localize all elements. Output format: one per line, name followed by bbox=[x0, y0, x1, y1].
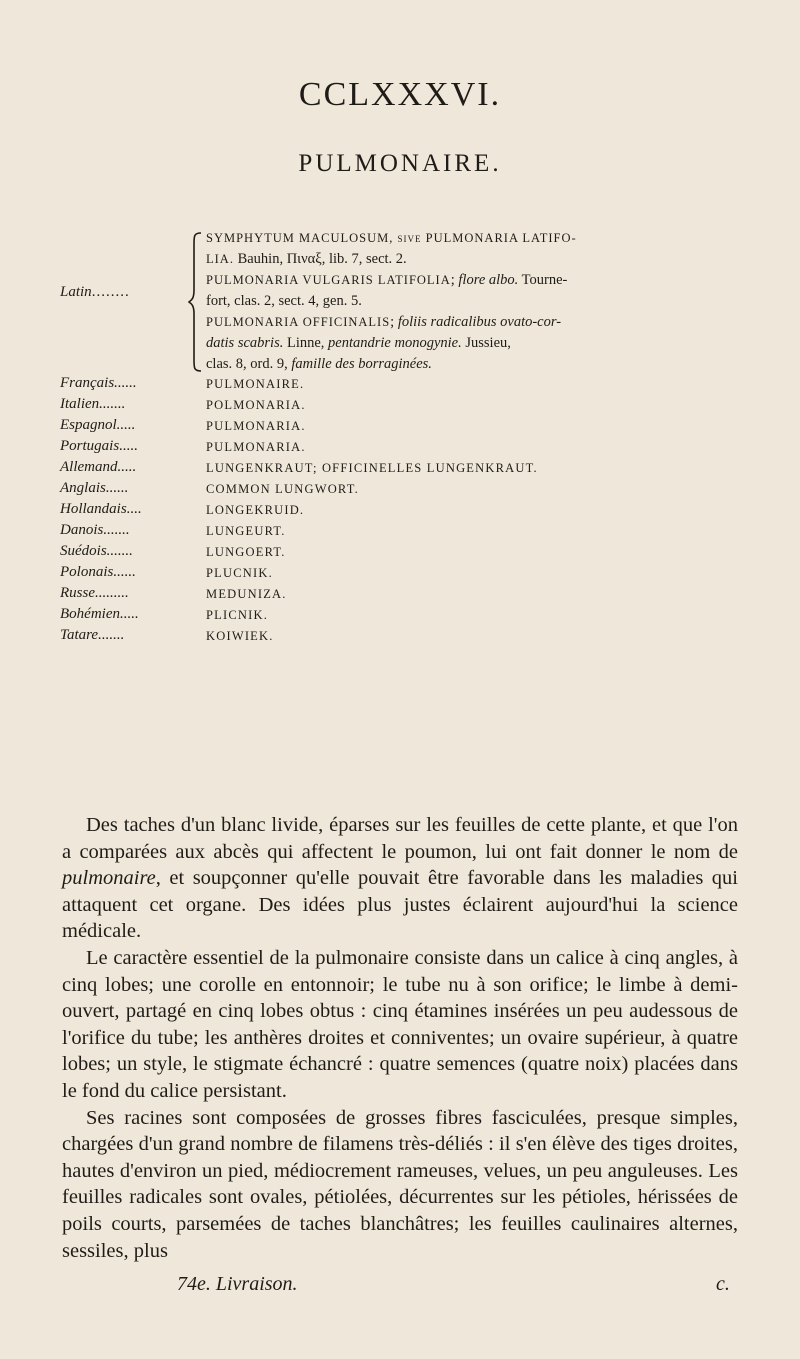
paragraph: Des taches d'un blanc livide, éparses sur les feuilles de cette plante, et que l'on a comparées aux abcès qui affectent le poumon, lui ont fait donner le nom de pulmonaire, et soupçonner qu'elle pouvait être favorable dans les maladies qui attaquent cet organe. Des idées plus justes éclairent aujourd'hui la science médicale. bbox=[62, 814, 738, 943]
paragraph: Le caractère essentiel de la pulmonaire consiste dans un calice à cinq angles, à cinq lobes; une corolle en entonnoir; le tube nu à son orifice; le limbe à demi-ouvert, partagé en cinq lobes obtus : cinq étamines insérées un peu audessous de l'orifice du tube; les anthères droites et conniventes; un ovaire supérieur, à quatre lobes; un style, le stigmate échancré : quatre semences (quatre noix) placées dans le fond du calice persistant. bbox=[62, 946, 738, 1102]
lang-value: PULMONAIRE. bbox=[206, 377, 305, 391]
lang-label: Tatare....... bbox=[60, 627, 125, 643]
page-footer bbox=[0, 1273, 800, 1303]
lang-value: LUNGEURT. bbox=[206, 524, 286, 538]
lang-row bbox=[60, 501, 750, 522]
page-title: PULMONAIRE. bbox=[298, 150, 502, 177]
lang-label: Allemand..... bbox=[60, 459, 137, 475]
lang-label: Bohémien..... bbox=[60, 606, 139, 622]
latin-line: LIA. Bauhin, Πιναξ, lib. 7, sect. 2. bbox=[206, 251, 407, 267]
lang-value: PULMONARIA. bbox=[206, 419, 306, 433]
lang-row bbox=[60, 375, 750, 396]
paragraph: Ses racines sont composées de grosses fibres fasciculées, presque simples, chargées d'un grand nombre de filamens très-déliés : il s'en élève des tiges droites, hautes d'environ un pied, médiocrement rameuses, velues, un peu anguleuses. Les feuilles radicales sont ovales, pétiolées, décurrentes sur les pétioles, hérissées de poils courts, parsemées de taches blanchâtres; les feuilles caulinaires alternes, sessiles, plus bbox=[62, 1106, 738, 1262]
lang-row bbox=[60, 606, 750, 627]
latin-line: fort, clas. 2, sect. 4, gen. 5. bbox=[206, 293, 362, 309]
lang-row bbox=[60, 438, 750, 459]
lang-value: POLMONARIA. bbox=[206, 398, 306, 412]
lang-label: Suédois....... bbox=[60, 543, 133, 559]
lang-value: LONGEKRUID. bbox=[206, 503, 305, 517]
lang-label: Hollandais.... bbox=[60, 501, 142, 517]
latin-line: clas. 8, ord. 9, famille des borraginées. bbox=[206, 356, 432, 372]
lang-value: PLICNIK. bbox=[206, 608, 269, 622]
plate-number: CCLXXXVI. bbox=[298, 76, 502, 113]
lang-label: Italien....... bbox=[60, 396, 126, 412]
lang-row bbox=[60, 459, 750, 480]
lang-value: LUNGOERT. bbox=[206, 545, 286, 559]
lang-row bbox=[60, 417, 750, 438]
signature-mark: 74e. Livraison. bbox=[177, 1273, 298, 1295]
latin-synonyms bbox=[60, 228, 750, 374]
lang-value: KOIWIEK. bbox=[206, 629, 274, 643]
latin-line: datis scabris. Linne, pentandrie monogynie. Jussieu, bbox=[206, 335, 511, 351]
latin-lines bbox=[206, 228, 751, 375]
latin-line: SYMPHYTUM MACULOSUM, sive PULMONARIA LATIFO- bbox=[206, 231, 577, 245]
lang-value: PLUCNIK. bbox=[206, 566, 273, 580]
body-text bbox=[62, 812, 738, 1264]
curly-brace-icon bbox=[188, 232, 202, 372]
lang-value: LUNGENKRAUT; OFFICINELLES LUNGENKRAUT. bbox=[206, 461, 538, 475]
synonym-list bbox=[60, 228, 750, 648]
lang-row bbox=[60, 480, 750, 501]
lang-row bbox=[60, 627, 750, 648]
lang-label: Polonais...... bbox=[60, 564, 136, 580]
lang-label: Portugais..... bbox=[60, 438, 138, 454]
latin-line: PULMONARIA VULGARIS LATIFOLIA; flore albo. Tourne- bbox=[206, 272, 568, 288]
lang-row bbox=[60, 522, 750, 543]
lang-label: Russe......... bbox=[60, 585, 129, 601]
lang-label: Danois....... bbox=[60, 522, 130, 538]
lang-label: Anglais...... bbox=[60, 480, 129, 496]
lang-row bbox=[60, 543, 750, 564]
latin-line: PULMONARIA OFFICINALIS; foliis radicalibus ovato-cor- bbox=[206, 314, 562, 330]
lang-row bbox=[60, 564, 750, 585]
latin-label: Latin........ bbox=[60, 284, 130, 300]
vernacular-names bbox=[60, 375, 750, 648]
lang-value: COMMON LUNGWORT. bbox=[206, 482, 359, 496]
lang-row bbox=[60, 396, 750, 417]
lang-row bbox=[60, 585, 750, 606]
gathering-letter: c. bbox=[716, 1273, 730, 1295]
lang-label: Espagnol..... bbox=[60, 417, 136, 433]
lang-value: MEDUNIZA. bbox=[206, 587, 287, 601]
lang-label: Français...... bbox=[60, 375, 137, 391]
lang-value: PULMONARIA. bbox=[206, 440, 306, 454]
